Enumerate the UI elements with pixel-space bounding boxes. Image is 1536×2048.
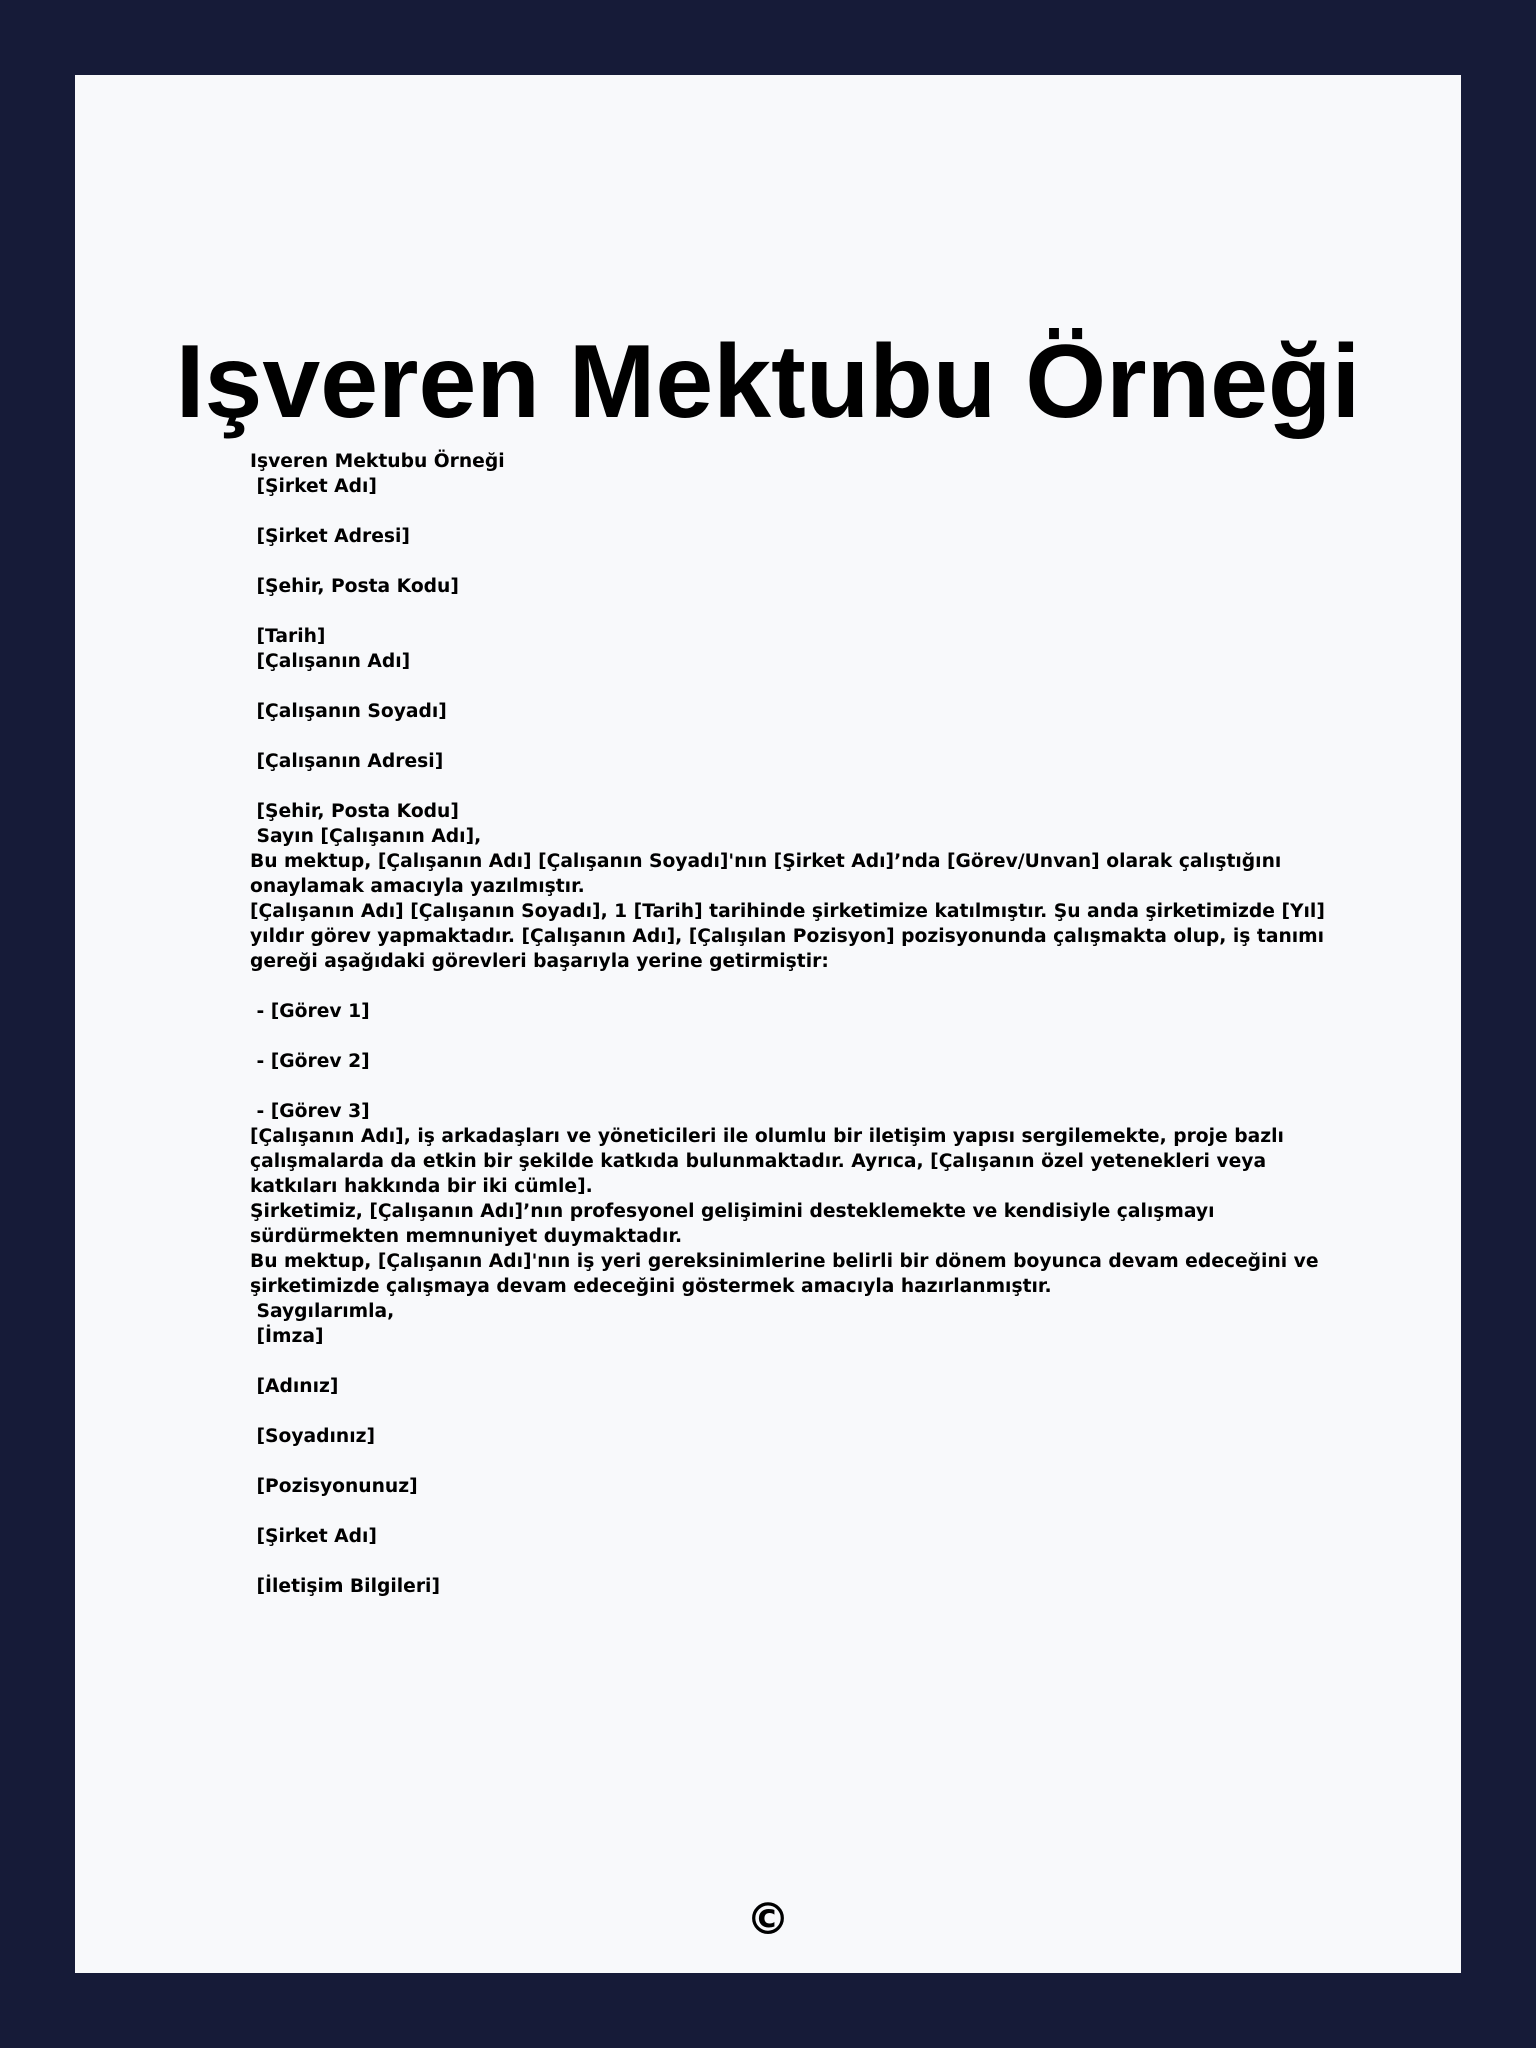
letter-line: [Şirket Adı]	[250, 1526, 377, 1547]
letter-line: - [Görev 1]	[250, 1001, 370, 1022]
letter-line: [Çalışanın Adresi]	[250, 751, 444, 772]
blank-line	[250, 1449, 1360, 1474]
blank-line	[250, 1399, 1360, 1424]
blank-line	[250, 1549, 1360, 1574]
document-page	[75, 75, 1461, 1973]
blank-line	[250, 974, 1360, 999]
letter-line: [Adınız]	[250, 1376, 339, 1397]
letter-line: - [Görev 2]	[250, 1051, 370, 1072]
blank-line	[250, 724, 1360, 749]
letter-line: [İmza]	[250, 1326, 324, 1347]
letter-line: Şirketimiz, [Çalışanın Adı]’nın profesyonel gelişimini desteklemekte ve kendisiyle çalışmayı sürdürmekten memnuniyet duymaktadır.	[250, 1201, 1215, 1247]
letter-line: [Soyadınız]	[250, 1426, 376, 1447]
letter-line: [Çalışanın Adı]	[250, 651, 411, 672]
letter-body	[250, 449, 1360, 1599]
letter-line: [Pozisyonunuz]	[250, 1476, 418, 1497]
blank-line	[250, 1074, 1360, 1099]
blank-line	[250, 774, 1360, 799]
blank-line	[250, 599, 1360, 624]
letter-line: [Şehir, Posta Kodu]	[250, 576, 459, 597]
letter-line: [İletişim Bilgileri]	[250, 1576, 441, 1597]
letter-line: Sayın [Çalışanın Adı],	[250, 826, 482, 847]
letter-line: [Şirket Adı]	[250, 476, 377, 497]
letter-line: [Çalışanın Adı] [Çalışanın Soyadı], 1 [Tarih] tarihinde şirketimize katılmıştır. Şu anda şirketimizde [Yıl] yıldır görev yapmaktadır. [Çalışanın Adı], [Çalışılan Pozisyon] pozisyonunda çalışmakta olup, iş tanımı gereği aşağıdaki görevleri başarıyla yerine getirmiştir:	[250, 901, 1325, 972]
blank-line	[250, 674, 1360, 699]
letter-line: Işveren Mektubu Örneği	[250, 451, 505, 472]
letter-line: [Çalışanın Soyadı]	[250, 701, 447, 722]
blank-line	[250, 1499, 1360, 1524]
blank-line	[250, 499, 1360, 524]
letter-line: [Tarih]	[250, 626, 326, 647]
letter-line: [Çalışanın Adı], iş arkadaşları ve yöneticileri ile olumlu bir iletişim yapısı sergilemekte, proje bazlı çalışmalarda da etkin bir şekilde katkıda bulunmaktadır. Ayrıca, [Çalışanın özel yetenekleri veya katkıları hakkında bir iki cümle].	[250, 1126, 1284, 1197]
letter-line: [Şirket Adresi]	[250, 526, 410, 547]
letter-line: [Şehir, Posta Kodu]	[250, 801, 459, 822]
letter-line: - [Görev 3]	[250, 1101, 370, 1122]
letter-line: Saygılarımla,	[250, 1301, 395, 1322]
page-title: Işveren Mektubu Örneği	[175, 324, 1361, 440]
blank-line	[250, 1024, 1360, 1049]
blank-line	[250, 549, 1360, 574]
letter-line: Bu mektup, [Çalışanın Adı] [Çalışanın Soyadı]'nın [Şirket Adı]’nda [Görev/Unvan] olarak çalıştığını onaylamak amacıyla yazılmıştır.	[250, 851, 1282, 897]
letter-line: Bu mektup, [Çalışanın Adı]'nın iş yeri gereksinimlerine belirli bir dönem boyunca devam edeceğini ve şirketimizde çalışmaya devam edeceğini göstermek amacıyla hazırlanmıştır.	[250, 1251, 1319, 1297]
copyright-icon: ©	[746, 1894, 790, 1945]
blank-line	[250, 1349, 1360, 1374]
